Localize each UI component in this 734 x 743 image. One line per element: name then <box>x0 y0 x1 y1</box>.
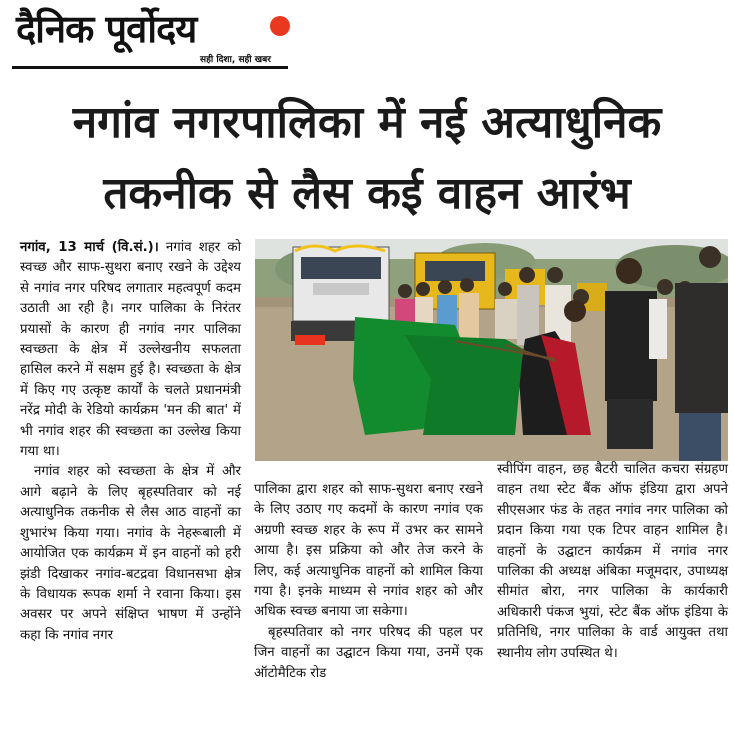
newspaper-logo: दैनिक पूर्वोदय <box>16 7 197 51</box>
headline-line-2: तकनीक से लैस कई वाहन आरंभ <box>103 168 631 219</box>
article-paragraph-4: बृहस्पतिवार को नगर परिषद की पहल पर जिन वाहनों का उद्घाटन किया गया, उनमें एक ऑटोमैटिक रोड <box>254 624 483 681</box>
article-column-2 <box>254 480 483 684</box>
article-column-3 <box>497 460 728 664</box>
masthead <box>12 6 302 74</box>
dateline: नगांव, 13 मार्च (वि.सं.)। <box>20 240 159 255</box>
article-column-1 <box>20 238 241 646</box>
article-paragraph-1 <box>20 238 241 462</box>
article-paragraph-5: स्वीपिंग वाहन, छह बैटरी चालित कचरा संग्रहण वाहन तथा स्टेट बैंक ऑफ इंडिया द्वारा अपने सीएसआर फंड के तहत नगांव नगर पालिका को प्रदान किया गया एक टिपर वाहन शामिल है। वाहनों के उद्घाटन कार्यक्रम में नगांव नगर पालिका की अध्यक्ष अंबिका मजूमदार, उपाध्यक्ष सीमांत बोरा, नगर पालिका के कार्यकारी अधिकारी पंकज भुयां, स्टेट बैंक ऑफ इंडिया के प्रतिनिधि, नगर पालिका के वार्ड आयुक्त तथा स्थानीय लोग उपस्थित थे। <box>497 462 728 661</box>
article-paragraph-3: पालिका द्वारा शहर को साफ-सुथरा बनाए रखने के लिए उठाए गए कदमों के कारण नगांव एक अग्रणी स्वच्छ शहर के रूप में उभर कर सामने आया है। इस प्रक्रिया को और तेज करने के लिए, कई अत्याधुनिक वाहनों को शामिल किया गया है। इनके माध्यम से नगांव शहर को और अधिक स्वच्छ बनाया जा सकेगा। <box>254 482 483 620</box>
paragraph-1-text: नगांव शहर को स्वच्छ और साफ-सुथरा बनाए रखने के उद्देश्य से नगांव नगर परिषद लगातार महत्वपूर्ण कदम उठाती आ रही है। नगर पालिका के निरंतर प्रयासों के कारण ही नगांव नगर पालिका स्वच्छता के क्षेत्र में उल्लेखनीय सफलता हासिल करने में सक्षम हुई है। स्वच्छता के क्षेत्र में किए गए उत्कृष्ट कार्यों के चलते प्रधानमंत्री नरेंद्र मोदी के रेडियो कार्यक्रम 'मन की बात' में भी नगांव शहर की स्वच्छता का उल्लेख किया गया था। <box>20 240 242 460</box>
news-photo <box>255 239 728 461</box>
masthead-rule <box>12 66 288 69</box>
headline-line-1: नगांव नगरपालिका में नई अत्याधुनिक <box>72 97 662 148</box>
logo-sun-icon <box>270 16 290 36</box>
masthead-tagline: सही दिशा, सही खबर <box>200 55 271 65</box>
article-paragraph-2: नगांव शहर को स्वच्छता के क्षेत्र में और आगे बढ़ाने के लिए बृहस्पतिवार को नई अत्याधुनिक तकनीक से लैस आठ वाहनों का शुभारंभ किया गया। नगांव के नेहरूबाली में आयोजित एक कार्यक्रम में इन वाहनों को हरी झंडी दिखाकर नगांव-बटद्रवा विधानसभा क्षेत्र के विधायक रूपक शर्मा ने रवाना किया। इस अवसर पर अपने संक्षिप्त भाषण में उन्होंने कहा कि नगांव नगर <box>20 464 241 643</box>
